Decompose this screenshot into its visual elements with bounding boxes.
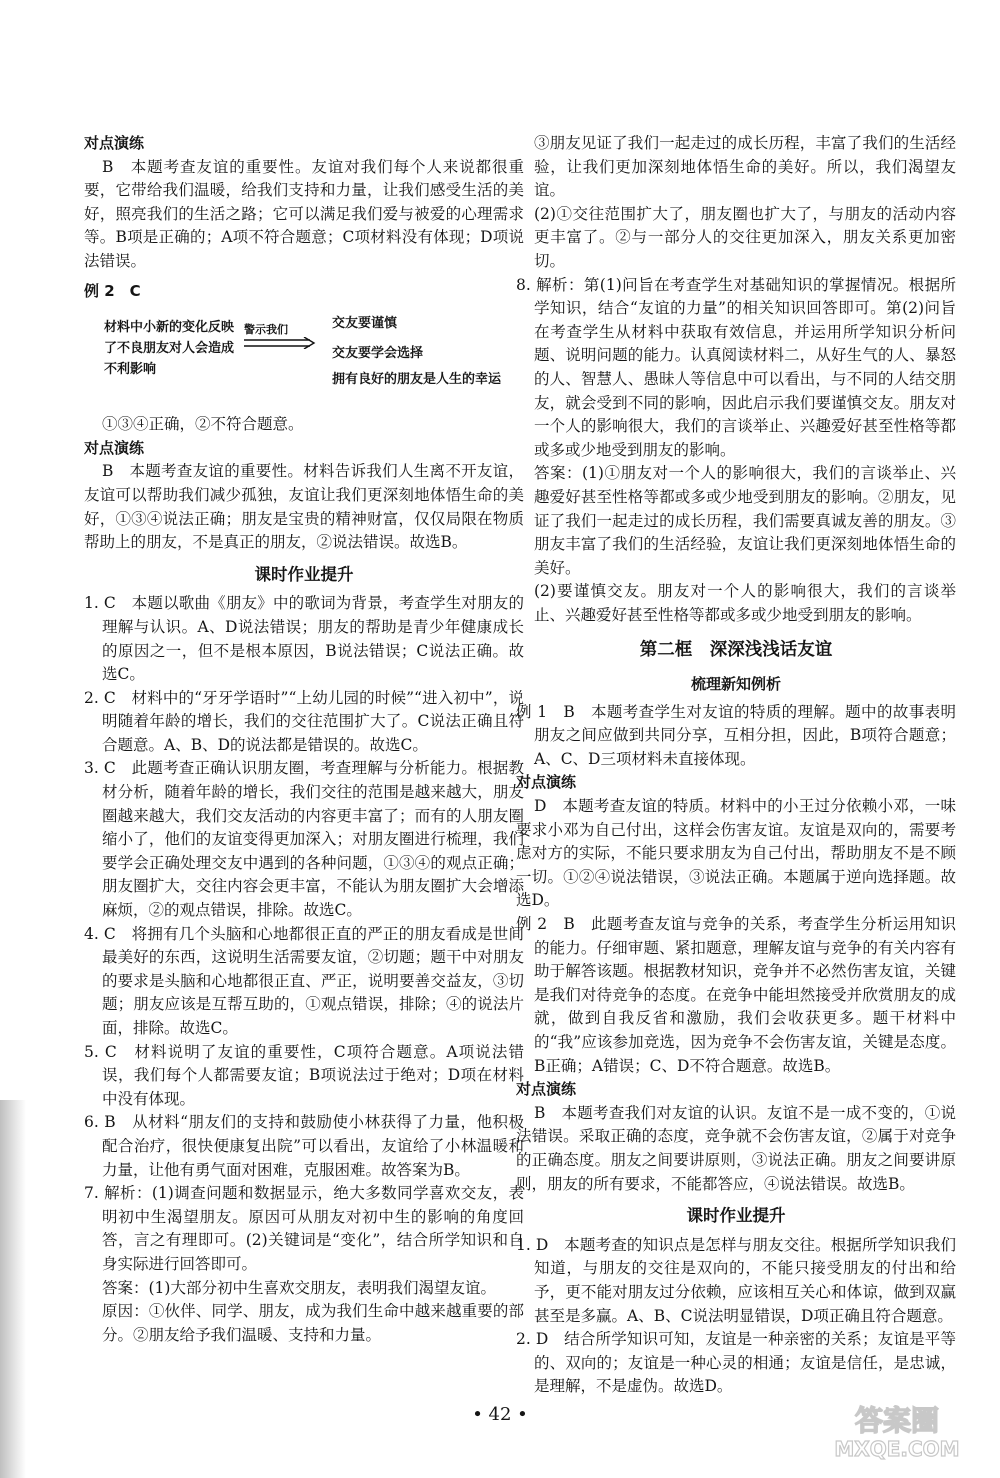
- answer-text: ③朋友见证了我们一起走过的成长历程，丰富了我们的生活经验，让我们更加深刻地体悟生命的美好。所以，我们渴望友谊。: [534, 134, 956, 200]
- answer-item: 3. C 此题考查正确认识朋友圈，考查理解与分析能力。根据教材分析，随着年龄的增长，我们交往的范围是越来越大，朋友圈越来越大，我们交友活动的内容更丰富了；而有的人朋友圈缩小了，他们的友谊变得更加深入；对朋友圈进行梳理，我们要学会正确处理交友中遇到的各种问题，①③④的观点正确；朋友圈扩大，交往内容会更丰富，不能认为朋友圈扩大会增添麻烦，②的观点错误，排除。故选C。: [84, 759, 524, 920]
- practice-text: B 本题考查友谊的重要性。友谊对我们每个人来说都很重要，它带给我们温暖，给我们支持和力量，让我们感受生活的美好，照亮我们的生活之路；它可以满足我们爱与被爱的心理需求等。B项是正确的；A项不符合题意；C项材料没有体现；D项说法错误。: [84, 157, 524, 270]
- svg-text:答案圈: 答案圈: [854, 1404, 940, 1437]
- diagram-source-text: 材料中小新的变化反映了不良朋友对人会造成不利影响: [104, 320, 235, 378]
- answer-item: 1. D 本题考查的知识点是怎样与朋友交往。根据所学知识我们知道，与朋友的交往是双向的，不能只接受朋友的付出和给予，更不能对朋友过分依赖，应该相互关心和体谅，做到双赢甚至是多赢。A、B、C说法明显错误，D项正确且符合题意。: [516, 1235, 956, 1325]
- practice-heading: 对点演练: [516, 1080, 577, 1099]
- answer-item: 2. D 结合所学知识可知，友谊是一种亲密的关系；友谊是平等的、双向的；友谊是一种心灵的相通；友谊是信任，是忠诚，是理解，不是虚伪。故选D。: [516, 1330, 956, 1396]
- answer-item: 8. 解析：第(1)问旨在考查学生对基础知识的掌握情况。根据所学知识，结合“友谊的力量”的相关知识回答即可。第(2)问旨在考查学生从材料中获取有效信息，并运用所学知识分析问题、说明问题的能力。认真阅读材料二，从好生气的人、暴怒的人、智慧人、愚昧人等信息中可以看出，与不同的人结交朋友，就会受到不同的影响，因此启示我们要谨慎交友。朋友对一个人的影响很大，我们的言谈举止、兴趣爱好甚至性格等都或多或少地受到朋友的影响。: [516, 275, 956, 459]
- answer-text: (2)要谨慎交友。朋友对一个人的影响很大，我们的言谈举止、兴趣爱好甚至性格等都或多或少地受到朋友的影响。: [534, 582, 956, 624]
- example-2-answer: 例 2 C: [84, 281, 141, 300]
- answer-item: 6. B 从材料“朋友们的支持和鼓励使小林获得了力量，他积极配合治疗，很快便康复出院”可以看出，友谊给了小林温暖和力量，让他有勇气面对困难，克服困难。故答案为B。: [84, 1113, 524, 1179]
- example-2-conclusion: ①③④正确，②不符合题意。: [102, 415, 304, 434]
- practice-text: D 本题考查友谊的特质。材料中的小王过分依赖小邓，一味要求小邓为自己付出，这样会伤害友谊。友谊是双向的，需要考虑对方的实际，不能只要求朋友为自己付出，帮助朋友不是不顾一切。①②④说法错误，③说法正确。本题属于逆向选择题。故选D。: [516, 797, 956, 910]
- practice-text: B 本题考查我们对友谊的认识。友谊不是一成不变的，①说法错误。采取正确的态度，竞争就不会伤害友谊，②属于对竞争的正确态度。朋友之间要讲原则，③说法正确。朋友之间要讲原则，朋友的所有要求，不能都答应，④说法错误。故选B。: [516, 1103, 956, 1193]
- example-item: 例 2 B 此题考查友谊与竞争的关系，考查学生分析运用知识的能力。仔细审题、紧扣题意，理解友谊与竞争的有关内容有助于解答该题。根据教材知识，竞争并不必然伤害友谊，关键是我们对待竞争的态度。在竞争中能坦然接受并欣赏朋友的成就，做到自我反省和激励，我们会收获更多。题干材料中的“我”应该参加竞选，因为竞争不会伤害友谊，关键是态度。B正确；A错误；C、D不符合题意。故选B。: [516, 915, 956, 1075]
- answer-text: 答案：(1)①朋友对一个人的影响很大，我们的言谈举止、兴趣爱好甚至性格等都或多或少地受到朋友的影响。②朋友，见证了我们一起走过的成长历程，我们需要真诚友善的朋友。③朋友丰富了我们的生活经验，友谊让我们更深刻地体悟生命的美好。: [534, 464, 956, 577]
- diagram-result-3: 拥有良好的朋友是人生的幸运: [332, 372, 502, 388]
- answer-text: 答案：(1)大部分初中生喜欢交朋友，表明我们渴望友谊。: [102, 1278, 496, 1297]
- diagram-result-2: 交友要学会选择: [332, 346, 424, 362]
- example-item: 例 1 B 本题考查学生对友谊的特质的理解。题中的故事表明朋友之间应做到共同分享，互相分担，因此，B项符合题意；A、C、D三项材料未直接体现。: [516, 702, 956, 768]
- scan-shadow: [0, 1100, 26, 1478]
- concept-diagram: [84, 311, 524, 409]
- section-subtitle: 梳理新知例析: [690, 675, 781, 694]
- answer-text: (2)①交往范围扩大了，朋友圈也扩大了，与朋友的活动内容更丰富了。②与一部分人的交往更加深入，朋友关系更加密切。: [534, 204, 956, 270]
- answer-item: 5. C 材料说明了友谊的重要性，C项符合题意。A项说法错误，我们每个人都需要友谊；B项说法过于绝对；D项在材料中没有体现。: [84, 1042, 524, 1108]
- practice-heading: 对点演练: [516, 773, 577, 792]
- diagram-result-1: 交友要谨慎: [332, 316, 398, 332]
- page-number: • 42 •: [472, 1404, 528, 1425]
- left-column: [84, 132, 524, 1347]
- answer-item: 2. C 材料中的“牙牙学语时”“上幼儿园的时候”“进入初中”，说明随着年龄的增长，我们的交往范围扩大了。C说法正确且符合题意。A、B、D的说法都是错误的。故选C。: [84, 688, 524, 754]
- chapter-title: 第二框 深深浅浅话友谊: [639, 640, 833, 661]
- practice-heading: 对点演练: [84, 438, 145, 457]
- double-arrow-icon: [244, 337, 316, 349]
- svg-text:MXQE.COM: MXQE.COM: [834, 1437, 960, 1461]
- answer-text: 原因：①伙伴、同学、朋友，成为我们生命中越来越重要的部分。②朋友给予我们温暖、支持和力量。: [102, 1302, 524, 1344]
- practice-text: B 本题考查友谊的重要性。材料告诉我们人生离不开友谊，友谊可以帮助我们减少孤独，友谊让我们更深刻地体悟生命的美好，①③④说法正确；朋友是宝贵的精神财富，仅仅局限在物质帮助上的朋友，不是真正的朋友，②说法错误。故选B。: [84, 462, 524, 552]
- section-title: 课时作业提升: [686, 1206, 786, 1226]
- answer-item: 7. 解析：(1)调查问题和数据显示，绝大多数同学喜欢交友，表明初中生渴望朋友。原因可从朋友对初中生的影响的角度回答，言之有理即可。(2)关键词是“变化”，结合所学知识和自身实际进行回答即可。: [84, 1184, 524, 1273]
- section-title: 课时作业提升: [254, 564, 354, 584]
- answer-item: 4. C 将拥有几个头脑和心地都很正直的严正的朋友看成是世间最美好的东西，这说明生活需要友谊，②切题；题干中对朋友的要求是头脑和心地都很正直、严正，说明要善交益友，③切题；朋友应该是互帮互助的，①观点错误，排除；④的说法片面，排除。故选C。: [84, 924, 524, 1037]
- answer-item: 1. C 本题以歌曲《朋友》中的歌词为背景，考查学生对朋友的理解与认识。A、D说法错误；朋友的帮助是青少年健康成长的原因之一，但不是根本原因，B说法错误；C说法正确。故选C。: [84, 594, 524, 684]
- practice-heading: 对点演练: [84, 134, 145, 152]
- right-column: [516, 132, 956, 1399]
- watermark-logo: [812, 1398, 982, 1464]
- diagram-arrow-label: 警示我们: [244, 323, 288, 337]
